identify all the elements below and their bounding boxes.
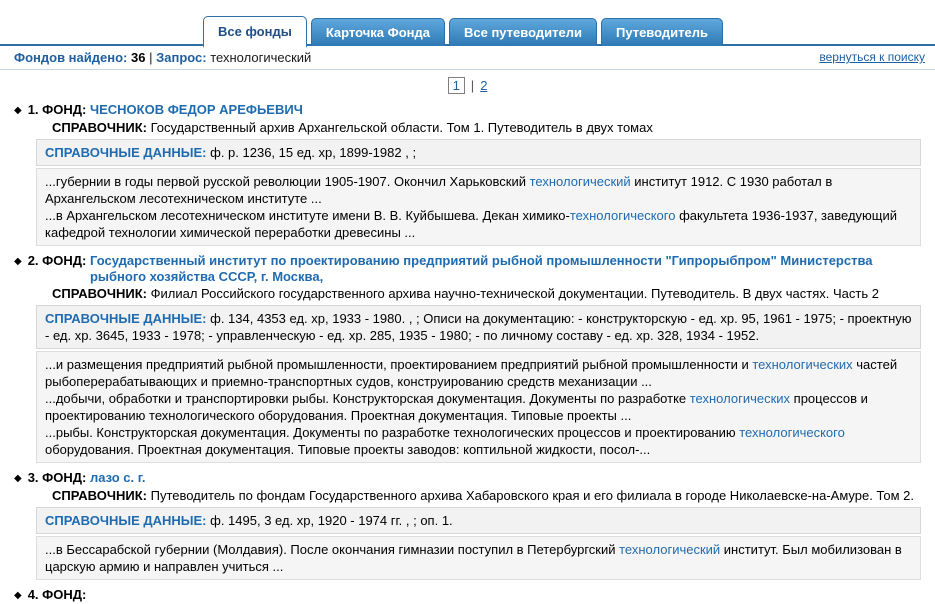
tab-all-guides-label: Все путеводители <box>463 25 582 40</box>
record-header <box>14 470 921 487</box>
query-label: Запрос: <box>156 50 207 65</box>
reference-data-value: ф. 134, 4353 ед. хр, 1933 - 1980. , ; Описи на документацию: - конструкторскую - ед. хр. 95, 1961 - 1975; - проектную - ед. хр. 3645, 1933 - 1978; - управленческую - ед. хр. 285, 1935 - 1980; - по личному составу - ед. хр. 328, 1934 - 1952. <box>45 311 912 343</box>
bullet-icon: ◆ <box>14 256 22 267</box>
record-number: 4. ФОНД: <box>27 587 87 602</box>
record-snippets <box>36 536 921 580</box>
reference-data-label: СПРАВОЧНЫЕ ДАННЫЕ: <box>45 513 207 528</box>
record-reference-data <box>36 139 921 166</box>
snippet-line: ...рыбы. Конструкторская документация. Документы по разработке технологических процессов и проектированию технологического оборудования. Проектная документация. Типовые проекты заводов: коптильной жидкости, посол-... <box>45 425 845 457</box>
query-value: технологический <box>210 50 312 65</box>
reference-data-value: ф. р. 1236, 15 ед. хр, 1899-1982 , ; <box>210 145 417 160</box>
record-guide <box>52 487 921 504</box>
guide-label: СПРАВОЧНИК: <box>52 120 147 135</box>
guide-value: Государственный архив Архангельской области. Том 1. Путеводитель в двух томах <box>150 120 653 135</box>
tab-all-funds[interactable] <box>203 16 307 48</box>
record-title-link[interactable]: ЧЕСНОКОВ ФЕДОР АРЕФЬЕВИЧ <box>89 102 303 117</box>
reference-data-label: СПРАВОЧНЫЕ ДАННЫЕ: <box>45 311 207 326</box>
record-number: 1. ФОНД: <box>27 102 87 117</box>
guide-value: Путеводитель по фондам Государственного архива Хабаровского края и его филиала в городе Николаевске-на-Амуре. Том 2. <box>150 488 915 503</box>
record-title-link[interactable]: Государственный институт по проектированию предприятий рыбной промышленности "Гипрорыбпром" Министерства рыбного хозяйства СССР, г. Москва, <box>89 253 873 284</box>
record-header <box>14 253 921 285</box>
tab-all-funds-label: Все фонды <box>218 24 292 39</box>
snippet-line: ...добычи, обработки и транспортировки рыбы. Конструкторская документация. Документы по разработке технологических процессов и проектированию технологического оборудования. Проектная документация. Типовые проекты ... <box>45 391 868 423</box>
reference-data-label: СПРАВОЧНЫЕ ДАННЫЕ: <box>45 145 207 160</box>
found-count: 36 <box>131 50 146 65</box>
snippet-line: ...губернии в годы первой русской революции 1905-1907. Окончил Харьковский технологический институт 1912. С 1930 работал в Архангельском лесотехническом институте ... <box>45 174 833 206</box>
tab-all-guides[interactable] <box>449 18 597 46</box>
record-snippets <box>36 351 921 463</box>
tab-bar <box>0 0 935 46</box>
page-link-2[interactable]: 2 <box>480 77 488 93</box>
results-info-bar <box>0 46 935 70</box>
record-reference-data <box>36 305 921 349</box>
info-separator: | <box>149 50 153 65</box>
pagination <box>0 70 935 96</box>
record-header <box>14 102 921 119</box>
tab-guide[interactable] <box>601 18 723 46</box>
record-snippets <box>36 168 921 246</box>
page-current[interactable]: 1 <box>448 77 465 94</box>
reference-data-value: ф. 1495, 3 ед. хр, 1920 - 1974 гг. , ; оп. 1. <box>210 513 453 528</box>
bullet-icon: ◆ <box>14 590 22 601</box>
tab-fund-card-label: Карточка Фонда <box>325 25 430 40</box>
snippet-line: ...и размещения предприятий рыбной промышленности, проектированием предприятий рыбной промышленности и технологических частей рыбоперерабатывающих и приемно-транспортных судов, конструированию средств механизации ... <box>45 357 898 389</box>
results-list <box>0 96 935 604</box>
back-to-search-link[interactable]: вернуться к поиску <box>819 50 925 64</box>
record-guide <box>52 119 921 136</box>
record-header <box>14 587 921 604</box>
record-reference-data <box>36 507 921 534</box>
record-number: 3. ФОНД: <box>27 470 87 485</box>
guide-label: СПРАВОЧНИК: <box>52 488 147 503</box>
bullet-icon: ◆ <box>14 105 22 116</box>
snippet-line: ...в Бессарабской губернии (Молдавия). После окончания гимназии поступил в Петербургский технологический институт. Был мобилизован в царскую армию и направлен учиться ... <box>45 542 902 574</box>
list-item <box>14 253 921 463</box>
guide-value: Филиал Российского государственного архива научно-технической документации. Путеводитель. В двух частях. Часть 2 <box>150 286 879 301</box>
list-item <box>14 102 921 246</box>
tab-fund-card[interactable] <box>311 18 445 46</box>
record-number: 2. ФОНД: <box>27 253 87 268</box>
record-title-link[interactable]: лазо с. г. <box>89 470 146 485</box>
snippet-line: ...в Архангельском лесотехническом институте имени В. В. Куйбышева. Декан химико-технологического факультета 1936-1937, заведующий кафедрой технологии химической переработки древесины ... <box>45 208 897 240</box>
list-item <box>14 470 921 580</box>
tab-guide-label: Путеводитель <box>615 25 708 40</box>
bullet-icon: ◆ <box>14 473 22 484</box>
found-label: Фондов найдено: <box>14 50 128 65</box>
list-item <box>14 587 921 604</box>
guide-label: СПРАВОЧНИК: <box>52 286 147 301</box>
page-separator: | <box>470 77 475 93</box>
record-guide <box>52 285 921 302</box>
